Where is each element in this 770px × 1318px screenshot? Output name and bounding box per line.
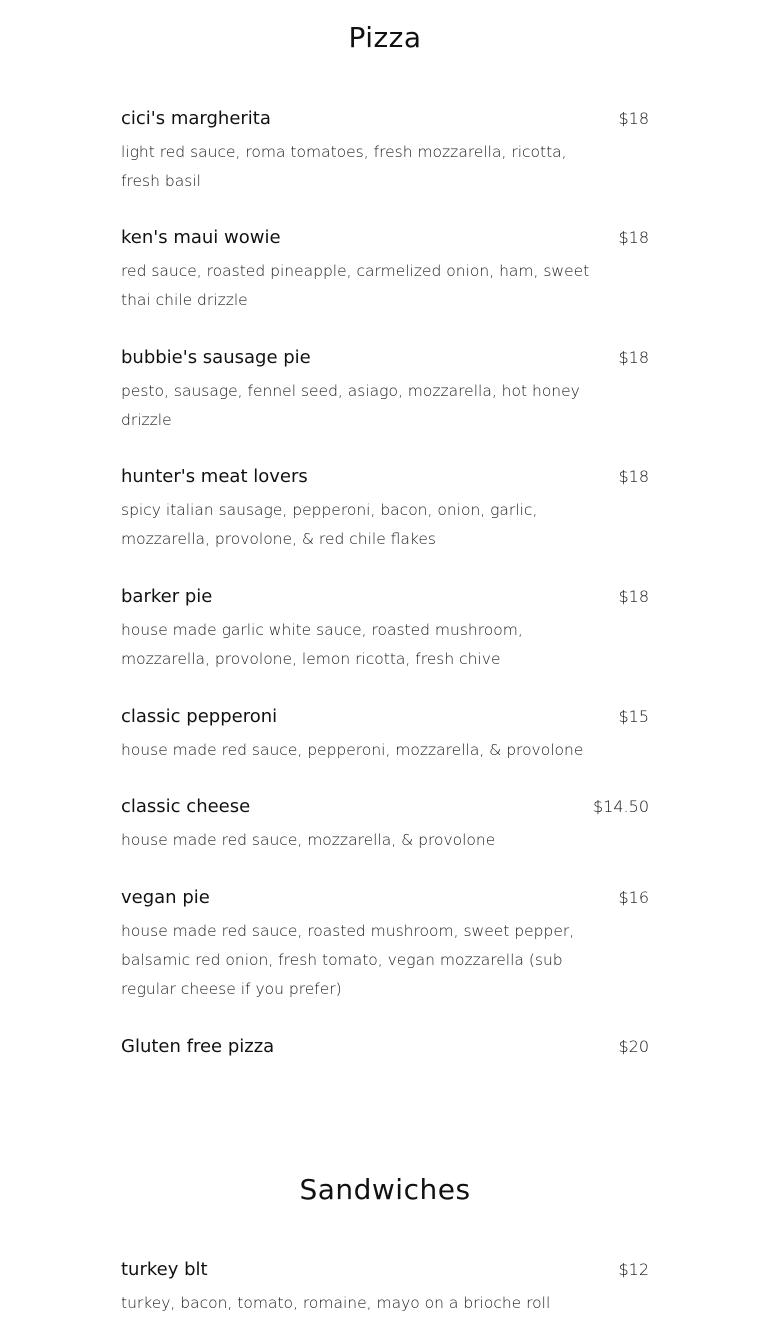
menu-item-description: house made red sauce, pepperoni, mozzarella, & provolone: [121, 740, 584, 759]
menu-item-header: [121, 1259, 649, 1281]
menu-item-name: Gluten free pizza: [121, 1036, 275, 1057]
section-title-sandwiches: Sandwiches: [299, 1173, 471, 1206]
menu-item: [121, 108, 649, 196]
menu-item-price: $14.50: [593, 797, 649, 816]
menu-item-description: house made red sauce, roasted mushroom, sweet pepper, balsamic red onion, fresh tomato, vegan mozzarella (sub regular cheese if you prefer): [121, 921, 575, 998]
menu-item-price: $18: [618, 587, 649, 606]
menu-item-name: ken's maui wowie: [121, 227, 281, 248]
menu-item-description: spicy italian sausage, pepperoni, bacon, onion, garlic, mozzarella, provolone, & red chile flakes: [121, 500, 538, 548]
menu-item-price: $18: [618, 348, 649, 367]
menu-item-name: vegan pie: [121, 887, 210, 908]
menu-item-price: $18: [618, 467, 649, 486]
menu-item: [121, 887, 649, 1004]
menu-item-name: bubbie's sausage pie: [121, 347, 311, 368]
menu-item-header: [121, 796, 649, 818]
menu-item-description: pesto, sausage, fennel seed, asiago, mozzarella, hot honey drizzle: [121, 381, 580, 429]
menu-item-description: turkey, bacon, tomato, romaine, mayo on a brioche roll: [121, 1293, 551, 1312]
menu-item-description: house made garlic white sauce, roasted mushroom, mozzarella, provolone, lemon ricotta, fresh chive: [121, 620, 523, 668]
menu-item-header: [121, 1036, 649, 1058]
menu-item-name: classic pepperoni: [121, 706, 278, 727]
menu-item-price: $12: [618, 1260, 649, 1279]
menu-item-name: turkey blt: [121, 1259, 208, 1280]
menu-item-price: $20: [618, 1037, 649, 1056]
menu-item-name: hunter's meat lovers: [121, 466, 308, 487]
menu-item: [121, 706, 649, 765]
menu-item-header: [121, 706, 649, 728]
menu-item-header: [121, 227, 649, 249]
menu-item-description: light red sauce, roma tomatoes, fresh mozzarella, ricotta, fresh basil: [121, 142, 567, 190]
menu-item: [121, 227, 649, 315]
menu-item-name: barker pie: [121, 586, 213, 607]
menu-item: [121, 347, 649, 435]
menu-item-description: red sauce, roasted pineapple, carmelized onion, ham, sweet thai chile drizzle: [121, 261, 590, 309]
menu-item: [121, 796, 649, 855]
menu-item-name: cici's margherita: [121, 108, 271, 129]
menu-item: [121, 1259, 649, 1318]
menu-item: [121, 586, 649, 674]
menu-item-header: [121, 108, 649, 130]
menu-item-price: $18: [618, 109, 649, 128]
menu-item-name: classic cheese: [121, 796, 251, 817]
menu-item: [121, 1036, 649, 1058]
menu-item-description: house made red sauce, mozzarella, & provolone: [121, 830, 496, 849]
menu-item: [121, 466, 649, 554]
menu-item-header: [121, 466, 649, 488]
menu-item-price: $16: [618, 888, 649, 907]
menu-item-header: [121, 347, 649, 369]
section-title-pizza: Pizza: [348, 21, 422, 54]
menu-item-price: $15: [618, 707, 649, 726]
menu-item-header: [121, 586, 649, 608]
menu-item-price: $18: [618, 228, 649, 247]
menu-item-header: [121, 887, 649, 909]
